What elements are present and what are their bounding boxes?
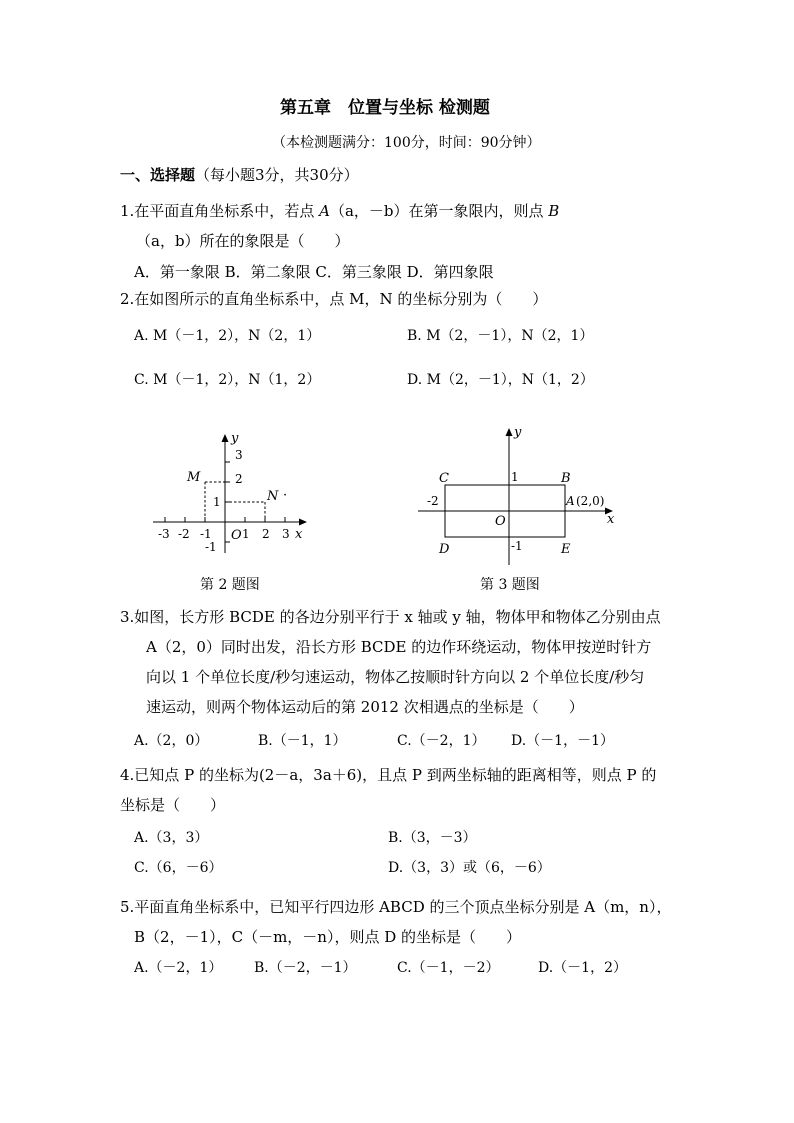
q1-text-a: 1.在平面直角坐标系中，若点 xyxy=(120,202,320,220)
fig2-xtick-1: 1 xyxy=(242,527,250,541)
question-1-line-2: （a，b）所在的象限是（ ） xyxy=(136,232,350,250)
question-3-line-3: 向以 1 个单位长度/秒匀速运动，物体乙按顺时针方向以 2 个单位长度/秒匀 xyxy=(146,668,645,686)
q1-text-b: （a，－b）在第一象限内，则点 xyxy=(329,202,549,220)
q2-option-d: D. M（2，－1），N（1，2） xyxy=(407,372,594,388)
q3-option-c: C.（－2，1） xyxy=(397,733,486,749)
fig3-tick-1: 1 xyxy=(511,470,519,484)
figure-2-caption: 第 2 题图 xyxy=(200,577,260,593)
figure-3-caption: 第 3 题图 xyxy=(480,577,540,593)
q3-option-a: A.（2，0） xyxy=(134,733,209,749)
fig2-xtick-2: 2 xyxy=(262,527,270,541)
fig2-ytick-3: 3 xyxy=(235,448,243,462)
fig2-origin-label: O xyxy=(231,528,242,543)
fig2-ytick-2: 2 xyxy=(235,472,243,486)
fig2-xtick-m2: -2 xyxy=(178,527,190,541)
question-4-line-1: 4.已知点 P 的坐标为(2－a，3a＋6)，且点 P 到两坐标轴的距离相等，则点 P 的 xyxy=(120,766,657,784)
question-3-line-1: 3.如图，长方形 BCDE 的各边分别平行于 x 轴或 y 轴，物体甲和物体乙分别由点 xyxy=(120,608,661,626)
fig2-point-m: M xyxy=(187,470,201,485)
fig2-xtick-3: 3 xyxy=(282,527,290,541)
question-3-line-4: 速运动，则两个物体运动后的第 2012 次相遇点的坐标是（ ） xyxy=(146,698,584,716)
question-4-line-2: 坐标是（ ） xyxy=(120,796,226,814)
q2-option-a: A. M（－1，2），N（2，1） xyxy=(134,328,321,344)
fig3-point-a: A xyxy=(566,494,575,508)
fig2-point-n: N xyxy=(267,489,279,504)
q4-option-a: A.（3，3） xyxy=(134,830,209,846)
section-heading-label: 一、选择题 xyxy=(120,166,196,184)
fig2-ytick-m1: -1 xyxy=(205,540,217,554)
fig3-point-a-coords: (2,0) xyxy=(576,494,605,508)
question-5-line-1: 5.平面直角坐标系中，已知平行四边形 ABCD 的三个顶点坐标分别是 A（m，n）， xyxy=(120,898,672,916)
q5-option-a: A.（－2，1） xyxy=(134,960,223,976)
fig2-y-label: y xyxy=(231,431,239,446)
q3-option-b: B.（－1，1） xyxy=(258,733,347,749)
fig3-tick-m2: -2 xyxy=(427,494,439,508)
q5-option-c: C.（－1，－2） xyxy=(397,960,500,976)
q3-option-d: D.（－1，－1） xyxy=(511,733,614,749)
q5-option-b: B.（－2，－1） xyxy=(254,960,357,976)
fig3-origin-label: O xyxy=(495,514,506,529)
figure-3-rectangle-diagram xyxy=(415,425,620,570)
page-subtitle: （本检测题满分：100分，时间：90分钟） xyxy=(272,135,541,151)
section-heading xyxy=(120,165,359,185)
fig3-point-d: D xyxy=(439,542,450,557)
q5-option-d: D.（－1，2） xyxy=(538,960,627,976)
fig3-tick-m1: -1 xyxy=(511,539,523,553)
figure-2-coordinate-plane xyxy=(145,425,320,555)
fig3-point-b: B xyxy=(561,471,571,486)
q4-option-c: C.（6，－6） xyxy=(134,860,223,876)
question-1-line-1 xyxy=(120,201,559,221)
fig2-xtick-m3: -3 xyxy=(158,527,170,541)
fig2-n-dot: · xyxy=(283,488,288,503)
q4-option-d: D.（3，3）或（6，－6） xyxy=(388,860,551,876)
fig3-point-e: E xyxy=(561,542,571,557)
fig3-x-label: x xyxy=(607,512,615,527)
question-5-line-2: B（2，－1），C（－m，－n），则点 D 的坐标是（ ） xyxy=(134,928,522,946)
fig2-ytick-1: 1 xyxy=(213,495,221,509)
q1-point-a: A xyxy=(319,202,330,220)
question-1-options: A．第一象限 B．第二象限 C．第三象限 D．第四象限 xyxy=(134,263,494,281)
q1-point-b: B xyxy=(548,202,560,220)
question-3-line-2: A（2，0）同时出发，沿长方形 BCDE 的边作环绕运动，物体甲按逆时针方 xyxy=(146,638,652,656)
page-title: 第五章 位置与坐标 检测题 xyxy=(280,98,490,118)
fig3-point-c: C xyxy=(439,471,449,486)
q4-option-b: B.（3，－3） xyxy=(388,830,477,846)
fig2-x-label: x xyxy=(295,527,303,542)
q2-option-b: B. M（2，－1），N（2，1） xyxy=(407,328,594,344)
section-heading-note: （每小题3分，共30分） xyxy=(195,166,359,184)
q2-option-c: C. M（－1，2），N（1，2） xyxy=(134,372,321,388)
fig3-y-label: y xyxy=(514,425,522,440)
fig2-xtick-m1: -1 xyxy=(200,527,212,541)
question-2-stem: 2.在如图所示的直角坐标系中，点 M，N 的坐标分别为（ ） xyxy=(120,290,548,308)
